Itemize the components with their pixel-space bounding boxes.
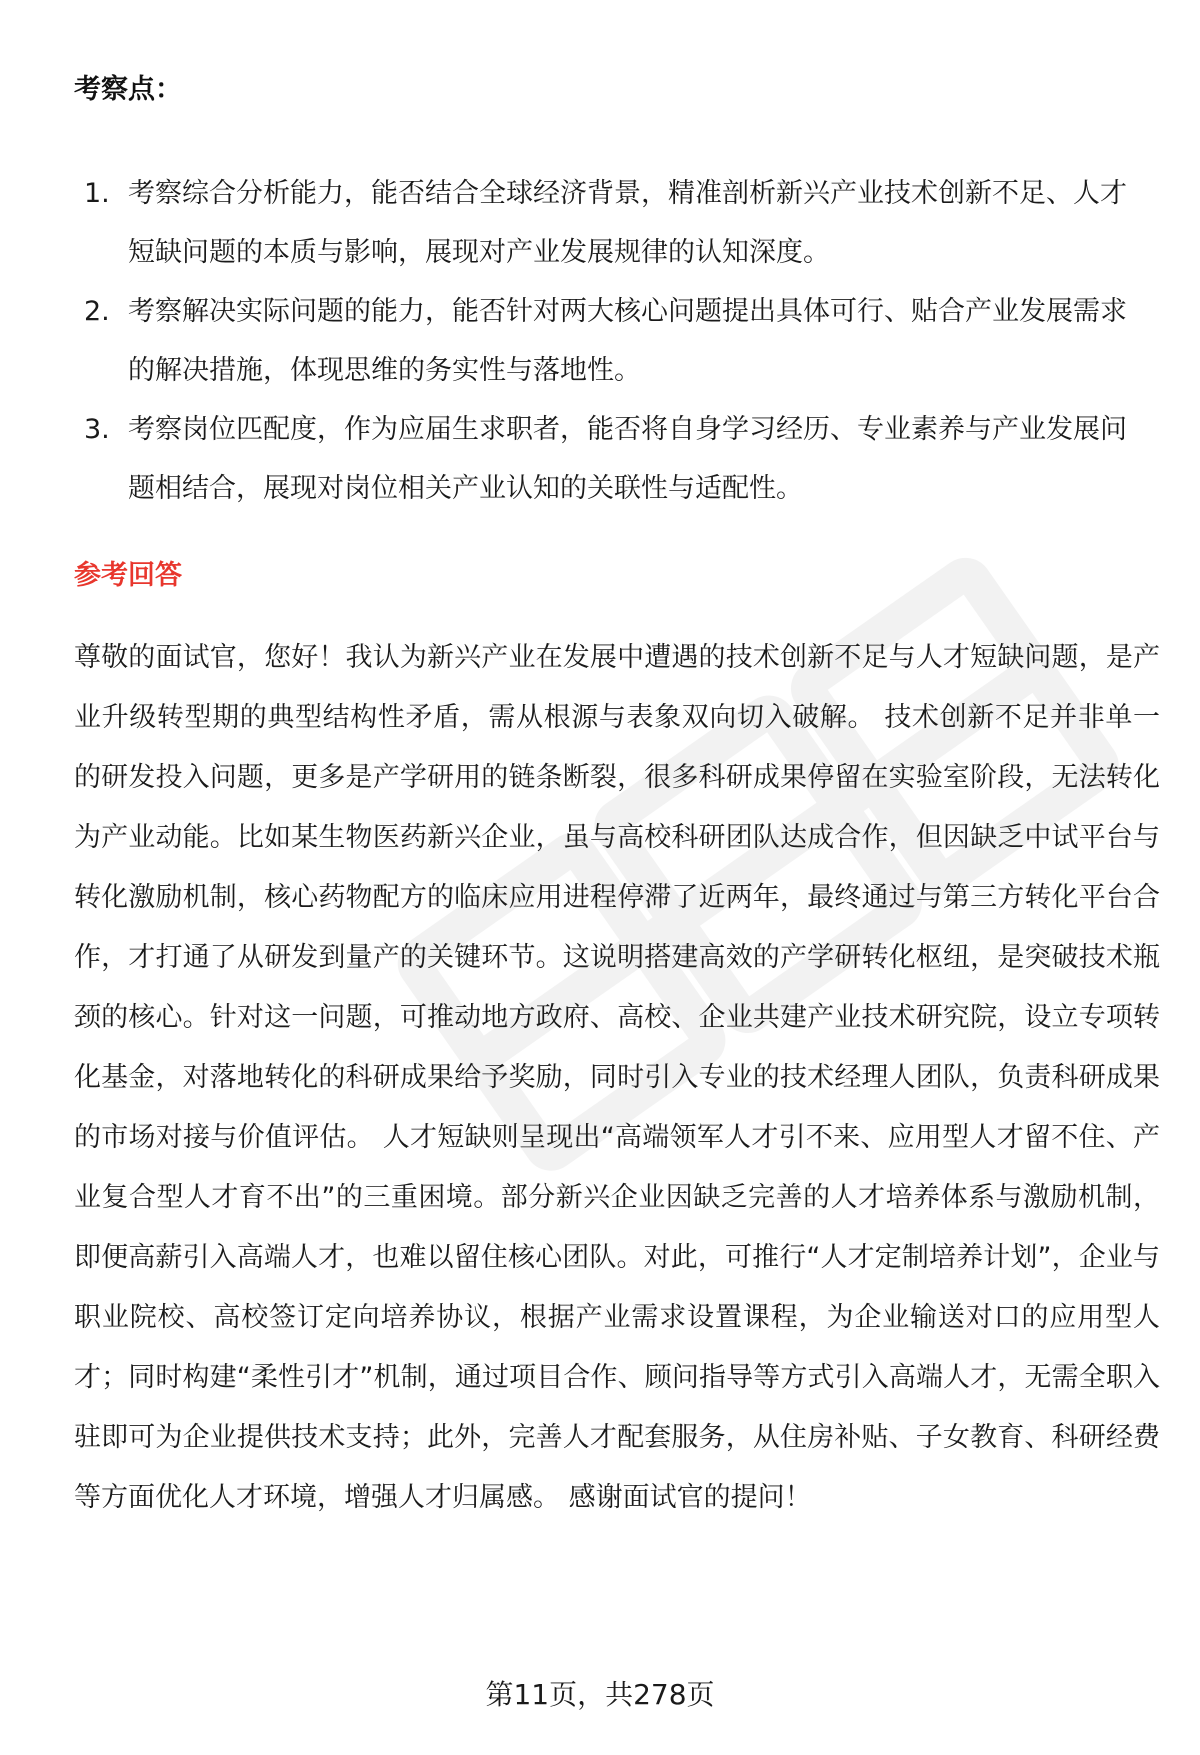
focus-item-text: 考察综合分析能力，能否结合全球经济背景，精准剖析新兴产业技术创新不足、人才短缺问题的本质与影响，展现对产业发展规律的认知深度。 [128, 178, 1127, 268]
focus-item-text: 考察岗位匹配度，作为应届生求职者，能否将自身学习经历、专业素养与产业发展问题相结合，展现对岗位相关产业认知的关联性与适配性。 [128, 414, 1127, 504]
focus-item-number: 3. [84, 414, 110, 445]
answer-body: 尊敬的面试官，您好！我认为新兴产业在发展中遭遇的技术创新不足与人才短缺问题，是产业升级转型期的典型结构性矛盾，需从根源与表象双向切入破解。 技术创新不足并非单一的研发投入问题，更多是产学研用的链条断裂，很多科研成果停留在实验室阶段，无法转化为产业动能。比如某生物医药新兴企业，虽与高校科研团队达成合作，但因缺乏中试平台与转化激励机制，核心药物配方的临床应用进程停滞了近两年，最终通过与第三方转化平台合作，才打通了从研发到量产的关键环节。这说明搭建高效的产学研转化枢纽，是突破技术瓶颈的核心。针对这一问题，可推动地方政府、高校、企业共建产业技术研究院，设立专项转化基金，对落地转化的科研成果给予奖励，同时引入专业的技术经理人团队，负责科研成果的市场对接与价值评估。 人才短缺则呈现出“高端领军人才引不来、应用型人才留不住、产业复合型人才育不出”的三重困境。部分新兴企业因缺乏完善的人才培养体系与激励机制，即便高薪引入高端人才，也难以留住核心团队。对此，可推行“人才定制培养计划”，企业与职业院校、高校签订定向培养协议，根据产业需求设置课程，为企业输送对口的应用型人才；同时构建“柔性引才”机制，通过项目合作、顾问指导等方式引入高端人才，无需全职入驻即可为企业提供技术支持；此外，完善人才配套服务，从住房补贴、子女教育、科研经费等方面优化人才环境，增强人才归属感。 感谢面试官的提问！ [74, 642, 1160, 1513]
focus-item-text: 考察解决实际问题的能力，能否针对两大核心问题提出具体可行、贴合产业发展需求的解决措施，体现思维的务实性与落地性。 [128, 296, 1127, 386]
focus-item-number: 1. [84, 178, 110, 209]
focus-list [74, 164, 1144, 518]
page-number: 第11页，共278页 [485, 1678, 715, 1711]
answer-title: 参考回答 [74, 560, 182, 591]
focus-item-number: 2. [84, 296, 110, 327]
focus-item-1 [74, 164, 1144, 282]
focus-item-2 [74, 282, 1144, 400]
focus-title: 考察点： [74, 74, 182, 105]
focus-item-3 [74, 400, 1144, 518]
